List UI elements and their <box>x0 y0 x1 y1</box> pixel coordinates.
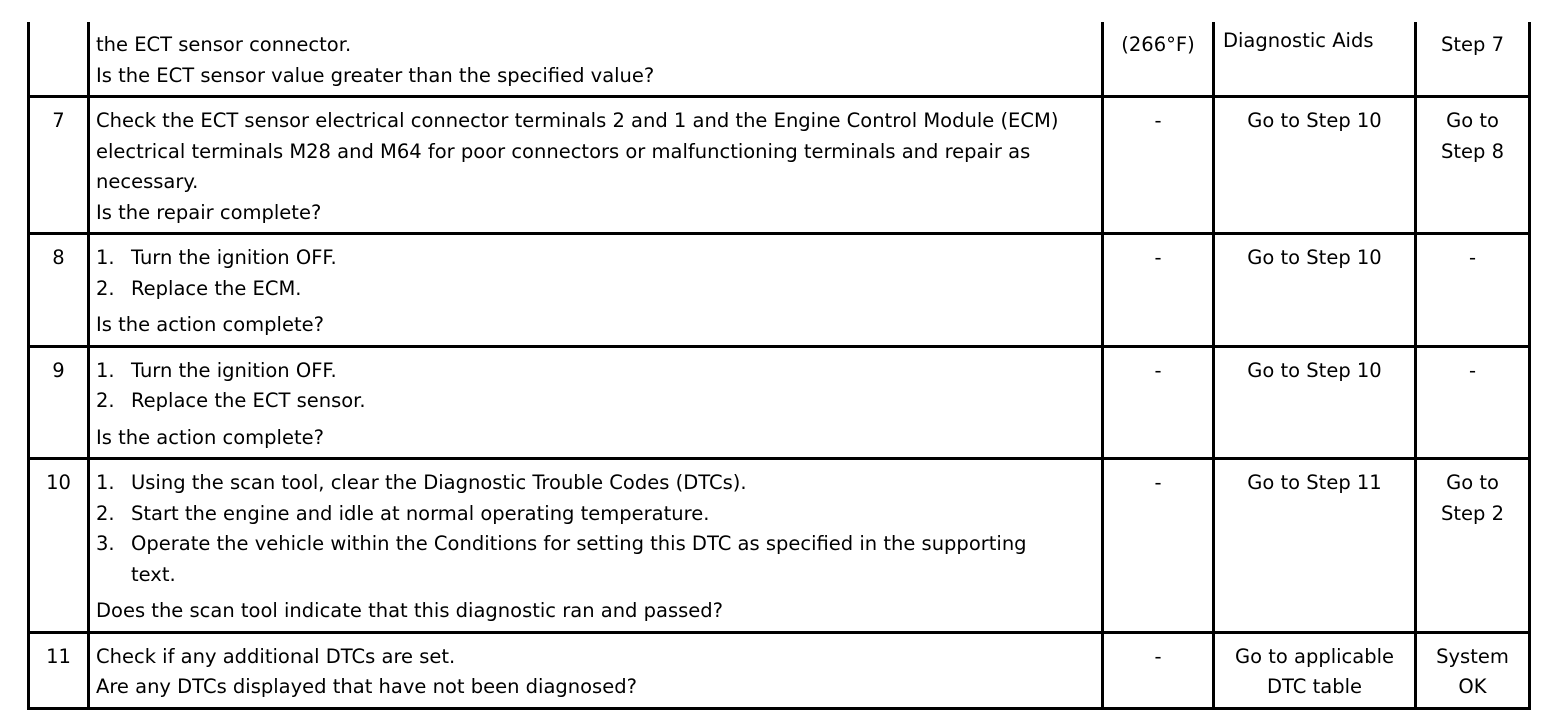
no-cell: - <box>1416 346 1530 459</box>
list-item: 2. Replace the ECM. <box>96 276 302 300</box>
table-row <box>29 234 1530 347</box>
step-cell: 9 <box>29 346 89 459</box>
action-cell <box>89 22 1103 97</box>
yes-cell: Go to Step 10 <box>1214 346 1416 459</box>
action-line: the ECT sensor connector. <box>96 33 352 56</box>
yes-cell: Diagnostic Aids <box>1214 22 1416 97</box>
step-list <box>96 356 1093 417</box>
value-cell: - <box>1103 459 1214 633</box>
value-cell: - <box>1103 234 1214 347</box>
no-cell: Go to Step 8 <box>1416 97 1530 234</box>
action-question: Are any DTCs displayed that have not been diagnosed? <box>96 675 637 698</box>
no-cell: Step 7 <box>1416 22 1530 97</box>
action-text: Check if any additional DTCs are set. <box>96 644 456 668</box>
no-cell: System OK <box>1416 632 1530 708</box>
step-list <box>96 468 1073 590</box>
step-cell: 8 <box>29 234 89 347</box>
action-cell <box>89 97 1103 234</box>
list-item: 2. Start the engine and idle at normal operating temperature. <box>96 501 710 525</box>
table-row <box>29 22 1530 97</box>
action-cell <box>89 234 1103 347</box>
yes-cell: Go to Step 11 <box>1214 459 1416 633</box>
action-question: Is the ECT sensor value greater than the specified value? <box>96 63 655 87</box>
table-row <box>29 459 1530 633</box>
table-row <box>29 346 1530 459</box>
value-cell: - <box>1103 97 1214 234</box>
no-cell: Go to Step 2 <box>1416 459 1530 633</box>
step-cell: 10 <box>29 459 89 633</box>
step-cell <box>29 22 89 97</box>
action-text: Check the ECT sensor electrical connector terminals 2 and 1 and the Engine Control Module (ECM) electrical terminals M28 and M64 for poor connectors or malfunctioning terminals and repair as necessary. <box>96 109 1059 193</box>
table-row <box>29 97 1530 234</box>
list-item: 3. Operate the vehicle within the Conditions for setting this DTC as specified in the supporting text. <box>96 532 1027 586</box>
value-cell: (266°F) <box>1103 22 1214 97</box>
step-list <box>96 243 1093 304</box>
list-item: 1. Using the scan tool, clear the Diagnostic Trouble Codes (DTCs). <box>96 471 747 494</box>
diagnostic-table <box>27 22 1531 710</box>
action-question: Does the scan tool indicate that this diagnostic ran and passed? <box>96 599 724 622</box>
yes-cell: Go to Step 10 <box>1214 97 1416 234</box>
table-row <box>29 632 1530 708</box>
yes-cell: Go to applicable DTC table <box>1214 632 1416 708</box>
step-cell: 7 <box>29 97 89 234</box>
action-cell <box>89 632 1103 708</box>
action-question: Is the action complete? <box>96 313 324 336</box>
action-cell <box>89 346 1103 459</box>
value-cell: - <box>1103 632 1214 708</box>
step-cell: 11 <box>29 632 89 708</box>
yes-cell: Go to Step 10 <box>1214 234 1416 347</box>
list-item: 1. Turn the ignition OFF. <box>96 246 337 269</box>
action-question: Is the repair complete? <box>96 200 322 224</box>
value-cell: - <box>1103 346 1214 459</box>
action-question: Is the action complete? <box>96 425 324 449</box>
list-item: 2. Replace the ECT sensor. <box>96 389 366 412</box>
list-item: 1. Turn the ignition OFF. <box>96 358 337 382</box>
action-cell <box>89 459 1103 633</box>
no-cell: - <box>1416 234 1530 347</box>
